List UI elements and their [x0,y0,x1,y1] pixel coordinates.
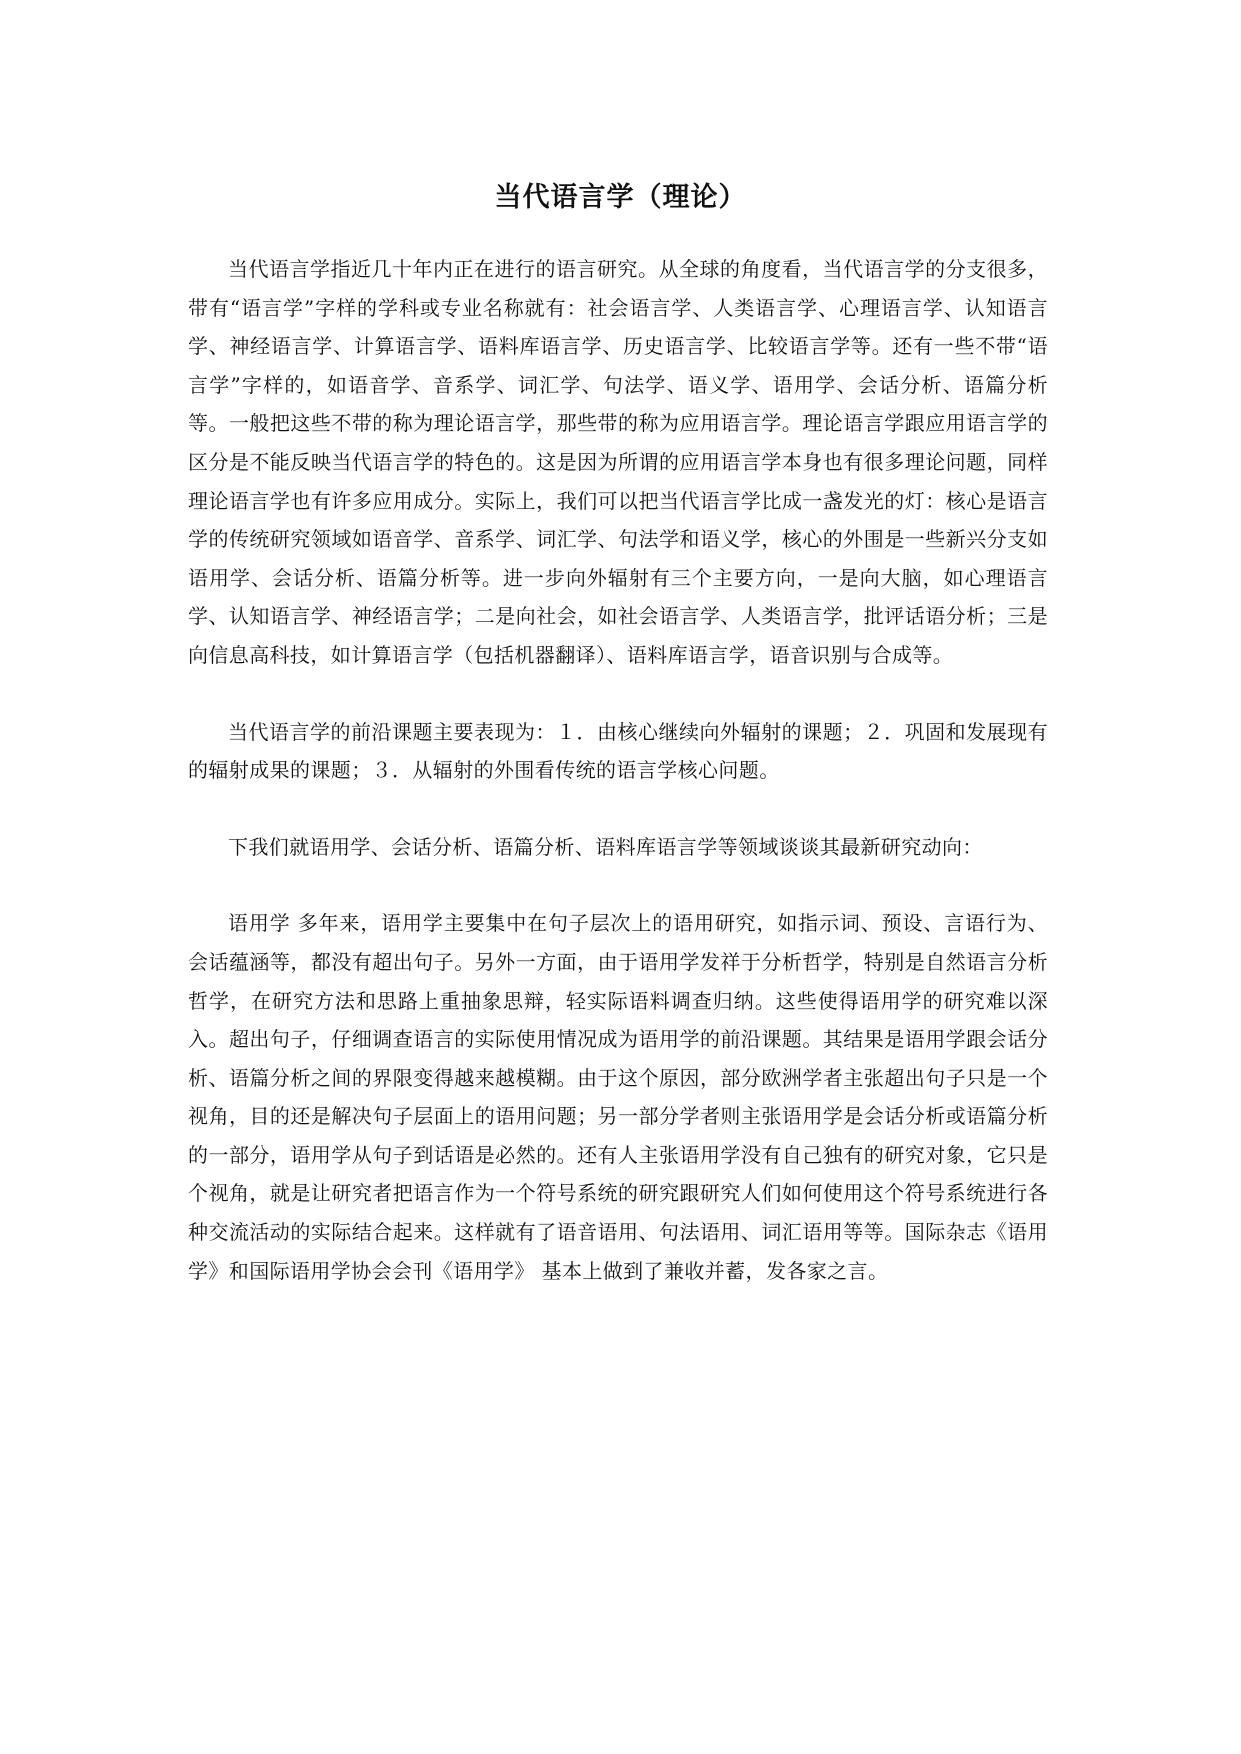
paragraph-overview: 当代语言学指近几十年内正在进行的语言研究。从全球的角度看，当代语言学的分支很多，带有“语言学”字样的学科或专业名称就有：社会语言学、人类语言学、心理语言学、认知语言学、神经语言学、计算语言学、语料库语言学、历史语言学、比较语言学等。还有一些不带“语言学”字样的，如语音学、音系学、词汇学、句法学、语义学、语用学、会话分析、语篇分析等。一般把这些不带的称为理论语言学，那些带的称为应用语言学。理论语言学跟应用语言学的区分是不能反映当代语言学的特色的。这是因为所谓的应用语言学本身也有很多理论问题，同样理论语言学也有许多应用成分。实际上，我们可以把当代语言学比成一盏发光的灯：核心是语言学的传统研究领域如语音学、音系学、词汇学、句法学和语义学，核心的外围是一些新兴分支如语用学、会话分析、语篇分析等。进一步向外辐射有三个主要方向，一是向大脑，如心理语言学、认知语言学、神经语言学；二是向社会，如社会语言学、人类语言学，批评话语分析；三是向信息高科技，如计算语言学（包括机器翻译）、语料库语言学，语音识别与合成等。 [188,257,1048,667]
paragraph-frontier-topics: 当代语言学的前沿课题主要表现为：１．由核心继续向外辐射的课题；２．巩固和发展现有的辐射成果的课题；３．从辐射的外围看传统的语言学核心问题。 [188,719,1048,783]
paragraph-intro-fields: 下我们就语用学、会话分析、语篇分析、语料库语言学等领域谈谈其最新研究动向： [228,834,983,859]
document-title: 当代语言学（理论） [494,182,747,214]
document-body [188,250,1048,1290]
paragraph-pragmatics: 语用学 多年来，语用学主要集中在句子层次上的语用研究，如指示词、预设、言语行为、会话蕴涵等，都没有超出句子。另外一方面，由于语用学发祥于分析哲学，特别是自然语言分析哲学，在研究方法和思路上重抽象思辩，轻实际语料调查归纳。这些使得语用学的研究难以深入。超出句子，仔细调查语言的实际使用情况成为语用学的前沿课题。其结果是语用学跟会话分析、语篇分析之间的界限变得越来越模糊。由于这个原因，部分欧洲学者主张超出句子只是一个视角，目的还是解决句子层面上的语用问题；另一部分学者则主张语用学是会话分析或语篇分析的一部分，语用学从句子到话语是必然的。还有人主张语用学没有自己独有的研究对象，它只是个视角，就是让研究者把语言作为一个符号系统的研究跟研究人们如何使用这个符号系统进行各种交流活动的实际结合起来。这样就有了语音语用、句法语用、词汇语用等等。国际杂志《语用学》和国际语用学协会会刊《语用学》 基本上做到了兼收并蓄，发各家之言。 [188,911,1048,1283]
